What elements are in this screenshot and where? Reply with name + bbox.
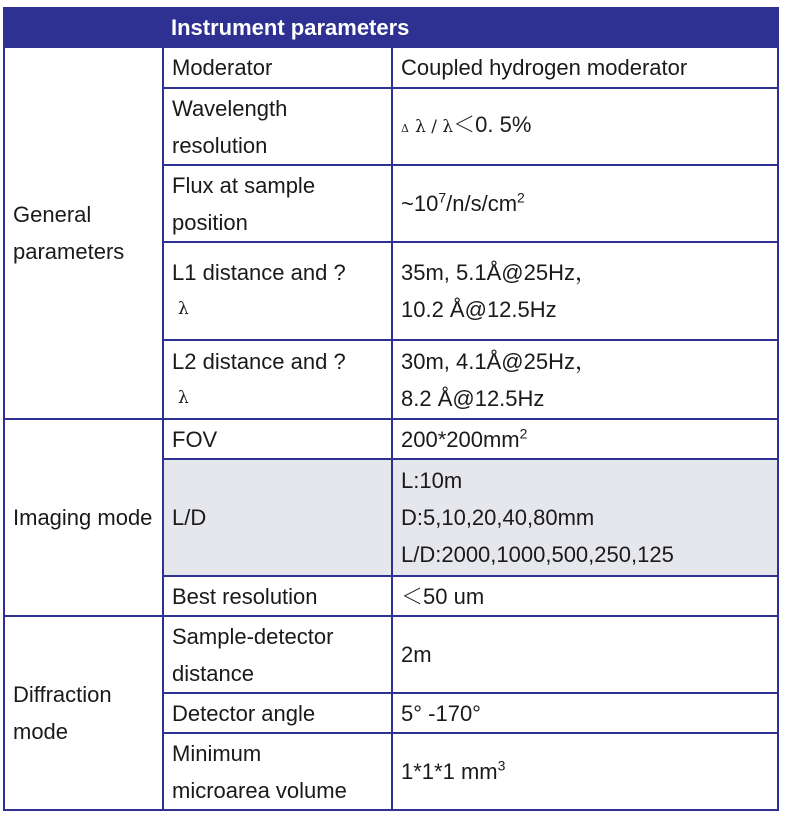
table-title: Instrument parameters (163, 8, 778, 47)
category-general: General parameters (4, 47, 163, 419)
param-value: ＜50 um (392, 576, 778, 616)
param-name: FOV (163, 419, 392, 459)
param-name: Best resolution (163, 576, 392, 616)
param-name: Wavelength resolution (163, 88, 392, 165)
table-row (4, 47, 778, 88)
table-row (4, 616, 778, 693)
param-value: $\sim 10^7/n/s/cm^2$ (392, 165, 778, 242)
instrument-parameters-table (3, 7, 779, 811)
param-name: L/D (163, 459, 392, 576)
param-value: 2m (392, 616, 778, 693)
param-name: L2 distance and ? λ (163, 340, 392, 419)
header-spacer (4, 8, 163, 47)
param-value: 1*1*1 $mm^3$ (392, 733, 778, 810)
delta-symbol: Δ (401, 122, 409, 135)
lambda-ratio: λ / λ (415, 117, 454, 137)
param-name: Moderator (163, 47, 392, 88)
param-value: Coupled hydrogen moderator (392, 47, 778, 88)
param-value: 5° -170° (392, 693, 778, 733)
param-value: $200*200mm^2$ (392, 419, 778, 459)
param-name: Flux at sample position (163, 165, 392, 242)
param-value: Δ λ / λ＜0. 5% (392, 88, 778, 165)
param-name: Sample-detector distance (163, 616, 392, 693)
category-imaging: Imaging mode (4, 419, 163, 616)
table-header-row (4, 8, 778, 47)
table-row (4, 419, 778, 459)
param-value: L:10m D:5,10,20,40,80mm L/D:2000,1000,500,250,125 (392, 459, 778, 576)
param-name: L1 distance and ? λ (163, 242, 392, 340)
param-value: 35m, 5.1Å@25Hz， 10.2 Å@12.5Hz (392, 242, 778, 340)
category-diffraction: Diffraction mode (4, 616, 163, 810)
param-name: Minimum microarea volume (163, 733, 392, 810)
param-value: 30m, 4.1Å@25Hz， 8.2 Å@12.5Hz (392, 340, 778, 419)
param-name: Detector angle (163, 693, 392, 733)
